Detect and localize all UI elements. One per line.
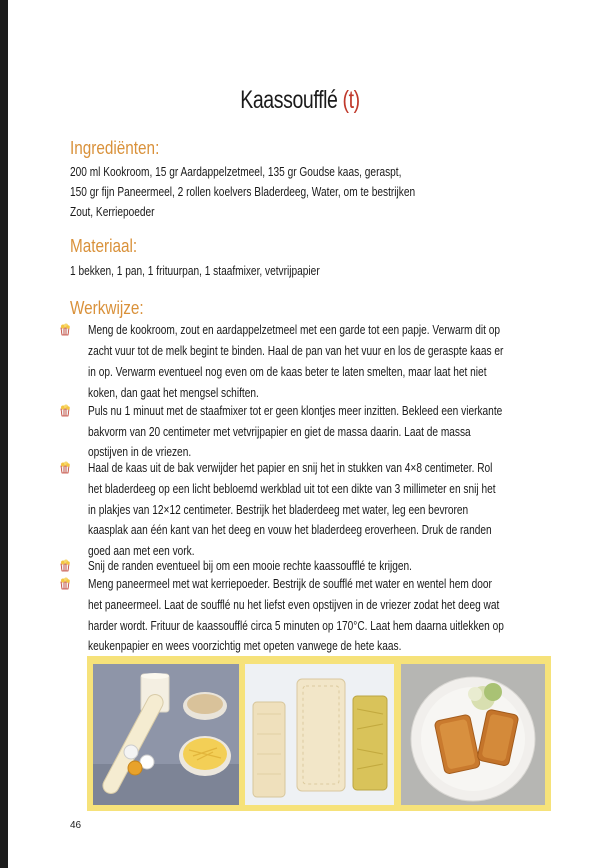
step-line: het paneermeel. Laat de soufflé nu het liefst even opstijven in de vriezer zodat het deeg wat [88,597,500,612]
title-text: Kaassoufflé [240,86,343,114]
step-line: Meng paneermeel met wat kerriepoeder. Bestrijk de soufflé met water en wentel hem door [88,576,492,591]
step-line: kaasplak aan één kant van het deeg en vouw het bladerdeeg eroverheen. Druk de randen [88,522,492,537]
puff-pastry-photo [245,664,394,805]
fried-souffle-photo [401,664,545,805]
ingredients-photo [93,664,239,805]
page-title [66,86,534,115]
fried-souffle-photo-icon [401,664,545,805]
step-line: koken, dan gaat het mengsel schiften. [88,385,259,400]
step-line: Puls nu 1 minuut met de staafmixer tot er geen klontjes meer inzitten. Bekleed een vierkante [88,403,503,418]
ingredient-line: Zout, Kerriepoeder [70,204,155,219]
step-line: in plakjes van 12×12 centimeter. Bestrijk het bladerdeeg met water, leg een bevroren [88,502,469,517]
step-line: goed aan met een vork. [88,543,195,558]
step-line: het bladerdeeg op een licht bebloemd werkblad uit tot een dikte van 3 millimeter en snij het [88,481,496,496]
material-heading: Materiaal: [70,236,138,256]
material-line: 1 bekken, 1 pan, 1 frituurpan, 1 staafmixer, vetvrijpapier [70,263,320,278]
popcorn-bullet-icon [58,322,72,336]
step-line: Meng de kookroom, zout en aardappelzetmeel met een garde tot een papje. Verwarm dit op [88,322,501,337]
step-line: in op. Verwarm eventueel nog even om de kaas beter te laten smelten, maar laat het niet [88,364,487,379]
step-line: keukenpapier en wees voorzichtig met opeten vanwege de hete kaas. [88,638,402,653]
step-line: Haal de kaas uit de bak verwijder het papier en snij het in stukken van 4×8 centimeter. Rol [88,460,493,475]
popcorn-bullet-icon [58,576,72,590]
popcorn-bullet-icon [58,403,72,417]
title-suffix: (t) [342,86,360,114]
step-line: zacht vuur tot de melk begint te binden. Haal de pan van het vuur en los de geraspte kaas er [88,343,504,358]
ingredient-line: 200 ml Kookroom, 15 gr Aardappelzetmeel, 135 gr Goudse kaas, geraspt, [70,164,402,179]
step-line: opstijven in de vriezen. [88,444,192,459]
step-line: bakvorm van 20 centimeter met vetvrijpapier en giet de massa daarin. Laat de massa [88,424,471,439]
ingredients-photo-icon [93,664,239,805]
popcorn-bullet-icon [58,460,72,474]
step-line: Snij de randen eventueel bij om een mooie rechte kaassoufflé te krijgen. [88,558,412,573]
page-number: 46 [70,820,82,831]
step-line: harder wordt. Frituur de kaassoufflé circa 5 minuten op 170°C. Laat hem daarna uitlekken op [88,618,504,633]
photo-strip [87,656,551,811]
ingredients-heading: Ingrediënten: [70,138,160,158]
puff-pastry-photo-icon [245,664,394,805]
popcorn-bullet-icon [58,558,72,572]
ingredient-line: 150 gr fijn Paneermeel, 2 rollen koelvers Bladerdeeg, Water, om te bestrijken [70,184,416,199]
method-heading: Werkwijze: [70,298,144,318]
